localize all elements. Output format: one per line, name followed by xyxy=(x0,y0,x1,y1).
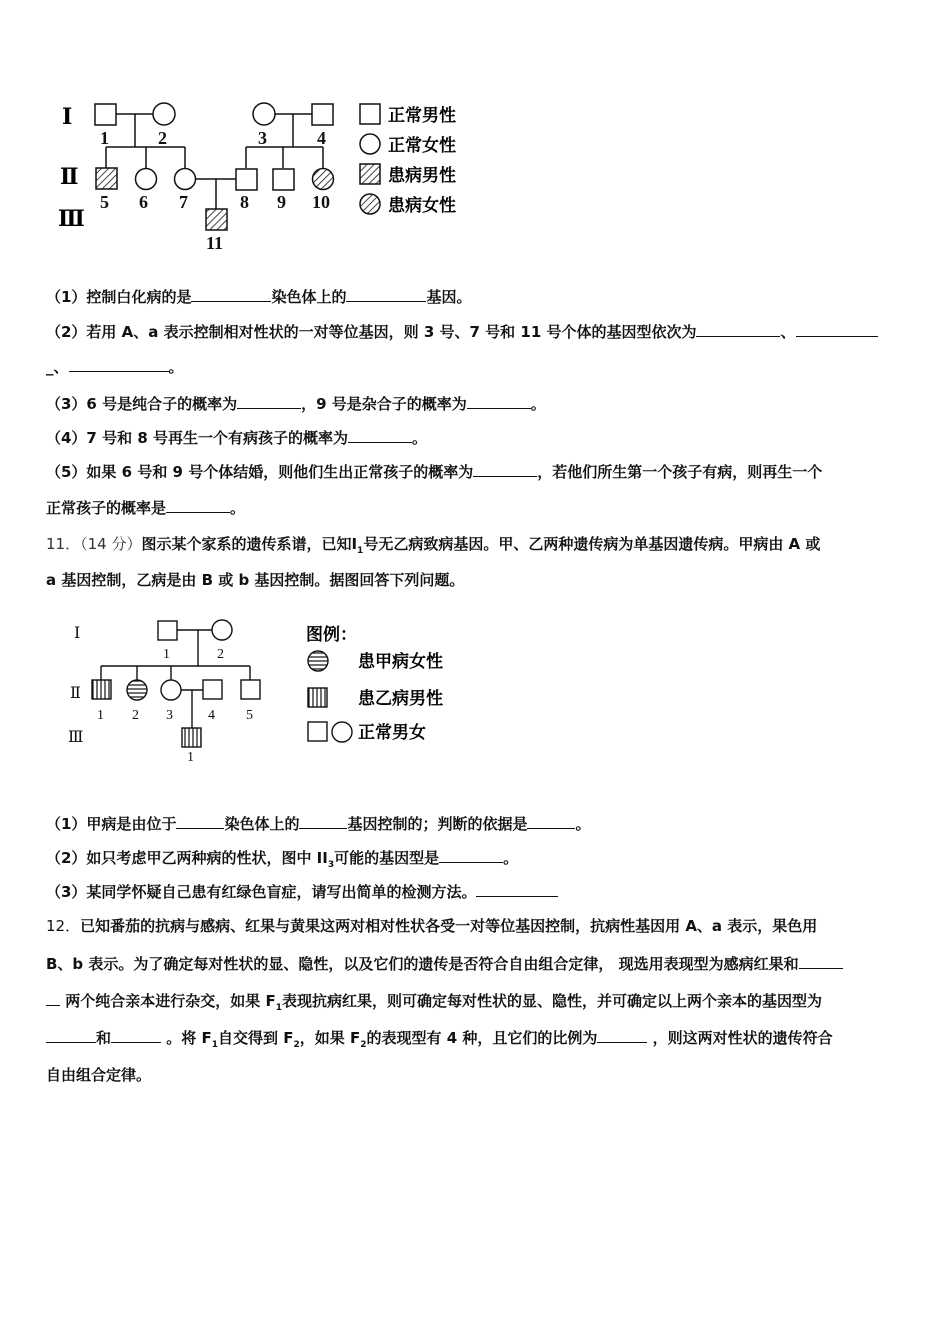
q11-intro-cont: a 基因控制，乙病是由 B 或 b 基因控制。据图回答下列问题。 xyxy=(46,571,465,589)
label-I2: 2 xyxy=(217,647,224,662)
q10-item-3: （3）6 号是纯合子的概率为 ，9 号是杂合子的概率为 。 xyxy=(46,395,546,413)
individual-I1 xyxy=(158,621,177,640)
answer-blank[interactable] xyxy=(473,462,537,477)
legend-affected-female-icon xyxy=(360,194,380,214)
q12-line-2: B、b 表示。为了确定每对性状的显、隐性，以及它们的遗传是否符合自由组合定律， 现选用表现型为感病红果和 xyxy=(46,953,843,974)
q12-line-4: 和 。将 $F_1$自交得到 $F_2$，如果 $F_2$的表现型有 4 种，且它们的比例为 ，则这两对性状的遗传符合 xyxy=(46,1027,833,1050)
label-II5: 5 xyxy=(246,708,253,723)
pedigree-chart-2 xyxy=(60,612,480,764)
answer-blank[interactable] xyxy=(348,428,412,443)
q11-item-1: （1）甲病是由位于 染色体上的 基因控制的；判断的依据是 。 xyxy=(46,815,591,833)
label-4: 4 xyxy=(317,128,326,148)
answer-blank[interactable] xyxy=(69,357,169,372)
q10-item-2-cont: _、 。 xyxy=(46,358,184,376)
answer-blank[interactable] xyxy=(439,848,503,863)
individual-I3 xyxy=(253,103,275,125)
legend-normal-female: 正常女性 xyxy=(388,136,456,156)
answer-blank[interactable] xyxy=(237,394,301,409)
individual-III11 xyxy=(206,209,227,230)
individual-II8 xyxy=(236,169,257,190)
legend-affected-male: 患病男性 xyxy=(388,166,456,186)
answer-blank[interactable] xyxy=(46,991,60,1006)
label-8: 8 xyxy=(240,192,249,212)
label-9: 9 xyxy=(277,192,286,212)
individual-II3 xyxy=(161,680,181,700)
answer-blank[interactable] xyxy=(191,287,271,302)
answer-blank[interactable] xyxy=(799,954,843,969)
generation-label-II: Ⅱ xyxy=(70,685,81,702)
label-1: 1 xyxy=(100,128,109,148)
label-2: 2 xyxy=(158,128,167,148)
answer-blank[interactable] xyxy=(176,814,224,829)
individual-II1 xyxy=(92,680,111,699)
individual-II2 xyxy=(127,680,147,700)
q10-item-4: （4）7 号和 8 号再生一个有病孩子的概率为 。 xyxy=(46,429,427,447)
q11-intro: 11．（14 分）图示某个家系的遗传系谱，已知$Ⅰ_1$号无乙病致病基因。甲、乙两种遗传病为单基因遗传病。甲病由 A 或 xyxy=(46,535,821,556)
legend-normal-female-icon xyxy=(360,134,380,154)
individual-III1 xyxy=(182,728,201,747)
q10-item-2: （2）若用 A、a 表示控制相对性状的一对等位基因，则 3 号、7 号和 11 号个体的基因型依次为 、 xyxy=(46,321,878,342)
legend-normal-female-icon xyxy=(332,722,352,742)
generation-label-I: Ⅰ xyxy=(62,104,73,129)
generation-label-III: Ⅲ xyxy=(68,729,84,746)
q10-item-5-cont: 正常孩子的概率是 。 xyxy=(46,499,246,517)
q12-line-1: 12．已知番茄的抗病与感病、红果与黄果这两对相对性状各受一对等位基因控制，抗病性基因用 A、a 表示，果色用 xyxy=(46,917,818,935)
label-II3: 3 xyxy=(166,708,173,723)
q10-item-1: （1）控制白化病的是 染色体上的 基因。 xyxy=(46,288,472,306)
label-5: 5 xyxy=(100,192,109,212)
individual-I2 xyxy=(153,103,175,125)
individual-I4 xyxy=(312,104,333,125)
answer-blank[interactable] xyxy=(597,1028,647,1043)
individual-II4 xyxy=(203,680,222,699)
individual-II5 xyxy=(96,168,117,189)
legend-affected-male-icon xyxy=(360,164,380,184)
label-II1: 1 xyxy=(97,708,104,723)
q10-item-5: （5）如果 6 号和 9 号个体结婚，则他们生出正常孩子的概率为 ，若他们所生第一个孩子有病，则再生一个 xyxy=(46,463,823,481)
answer-blank[interactable] xyxy=(476,882,558,897)
legend-normal: 正常男女 xyxy=(358,723,426,743)
generation-label-III: Ⅲ xyxy=(58,206,85,231)
individual-I2 xyxy=(212,620,232,640)
generation-label-II: Ⅱ xyxy=(60,164,79,189)
label-10: 10 xyxy=(312,192,330,212)
legend-disease-a-female-icon xyxy=(308,651,328,671)
q11-item-3: （3）某同学怀疑自己患有红绿色盲症，请写出简单的检测方法。 xyxy=(46,881,558,902)
answer-blank[interactable] xyxy=(527,814,575,829)
label-3: 3 xyxy=(258,128,267,148)
answer-blank[interactable] xyxy=(299,814,347,829)
q12-line-5: 自由组合定律。 xyxy=(46,1066,152,1084)
individual-II7 xyxy=(175,169,196,190)
label-II4: 4 xyxy=(208,708,215,723)
label-III1: 1 xyxy=(187,750,194,764)
legend-normal-male: 正常男性 xyxy=(388,106,456,126)
legend-title: 图例： xyxy=(306,625,357,645)
legend-disease-b-male: 患乙病男性 xyxy=(358,689,443,709)
q11-item-2: （2）如只考虑甲乙两种病的性状，图中 $II_3$可能的基因型是 。 xyxy=(46,849,519,870)
legend-normal-male-icon xyxy=(308,722,327,741)
individual-I1 xyxy=(95,104,116,125)
answer-blank[interactable] xyxy=(467,394,531,409)
pedigree-chart-1 xyxy=(50,92,480,257)
legend-disease-a-female: 患甲病女性 xyxy=(358,652,443,672)
answer-blank[interactable] xyxy=(796,322,878,337)
answer-blank[interactable] xyxy=(46,1028,96,1043)
legend-disease-b-male-icon xyxy=(308,688,327,707)
individual-II10 xyxy=(313,169,334,190)
answer-blank[interactable] xyxy=(166,498,230,513)
individual-II6 xyxy=(136,169,157,190)
answer-blank[interactable] xyxy=(346,287,426,302)
label-6: 6 xyxy=(139,192,148,212)
individual-II9 xyxy=(273,169,294,190)
individual-II5 xyxy=(241,680,260,699)
label-I1: 1 xyxy=(163,647,170,662)
label-11: 11 xyxy=(206,233,224,253)
answer-blank[interactable] xyxy=(696,322,780,337)
answer-blank[interactable] xyxy=(111,1028,161,1043)
label-7: 7 xyxy=(179,192,188,212)
legend-normal-male-icon xyxy=(360,104,380,124)
q12-line-3: 两个纯合亲本进行杂交，如果 $F_1$表现抗病红果，则可确定每对性状的显、隐性，并可确定以上两个亲本的基因型为 xyxy=(46,990,822,1013)
label-II2: 2 xyxy=(132,708,139,723)
legend-affected-female: 患病女性 xyxy=(388,196,456,216)
generation-label-I: Ⅰ xyxy=(74,625,81,642)
